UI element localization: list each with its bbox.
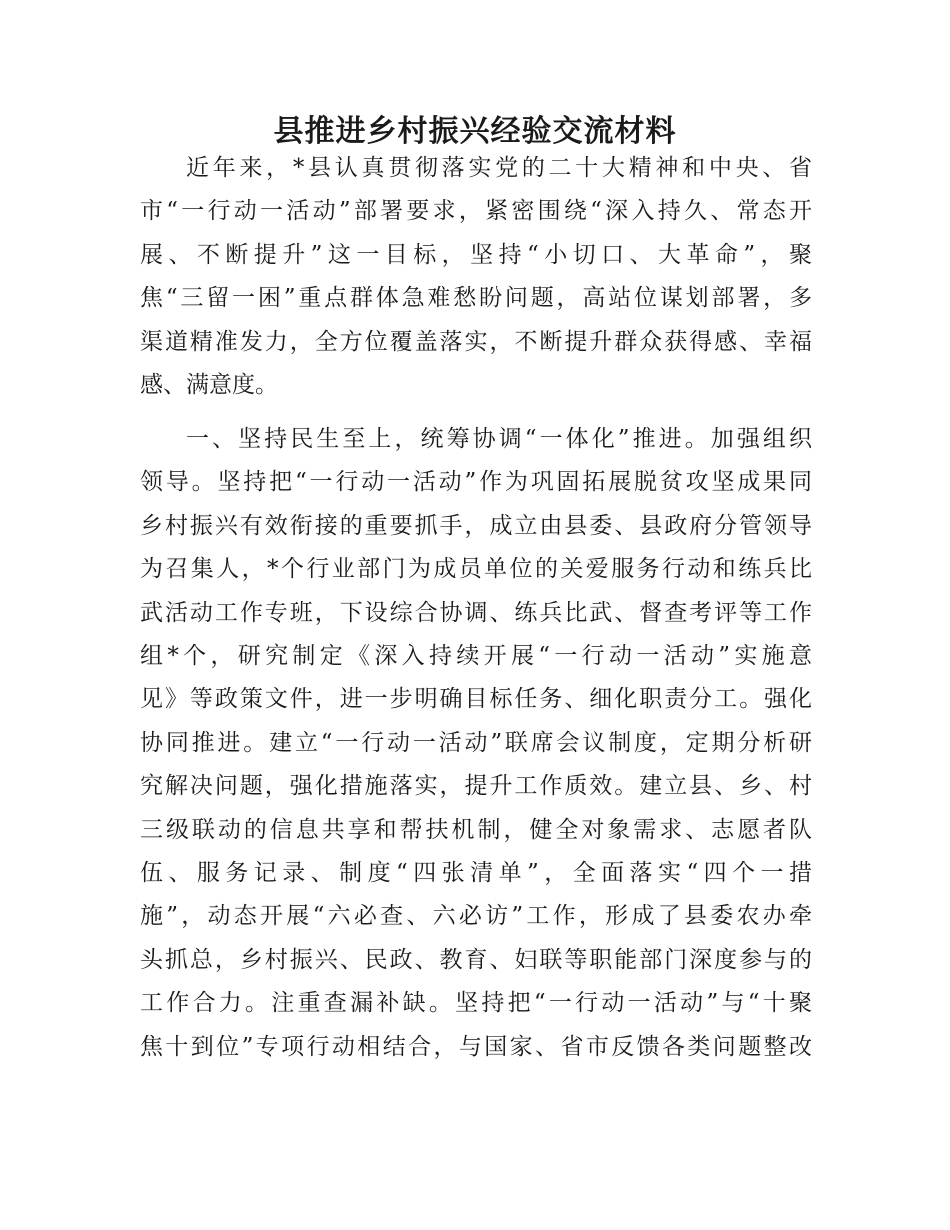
text-line: 感、满意度。 (140, 372, 278, 399)
text-line: 一、坚持民生至上，统筹协调“一体化”推进。加强组织 (186, 426, 812, 452)
text-line: 协同推进。建立“一行动一活动”联席会议制度，定期分析研 (140, 729, 812, 756)
document-title: 县推进乡村振兴经验交流材料 (273, 114, 677, 149)
text-line: 施”，动态开展“六必查、六必访”工作，形成了县委农办牵 (140, 903, 812, 930)
text-line: 头抓总，乡村振兴、民政、教育、妇联等职能部门深度参与的 (140, 946, 812, 973)
text-line: 三级联动的信息共享和帮扶机制，健全对象需求、志愿者队 (140, 816, 812, 843)
text-line: 组*个，研究制定《深入持续开展“一行动一活动”实施意 (140, 643, 812, 670)
text-line: 近年来，*县认真贯彻落实党的二十大精神和中央、省 (186, 155, 812, 181)
text-line: 见》等政策文件，进一步明确目标任务、细化职责分工。强化 (140, 686, 812, 713)
text-line: 领导。坚持把“一行动一活动”作为巩固拓展脱贫攻坚成果同 (140, 469, 812, 496)
text-line: 焦“三留一困”重点群体急难愁盼问题，高站位谋划部署，多 (140, 285, 812, 312)
paragraph-intro (140, 147, 812, 407)
text-line: 市“一行动一活动”部署要求，紧密围绕“深入持久、常态开 (140, 198, 812, 225)
text-line: 工作合力。注重查漏补缺。坚持把“一行动一活动”与“十聚 (140, 990, 812, 1017)
text-line: 武活动工作专班，下设综合协调、练兵比武、督查考评等工作 (140, 599, 812, 626)
text-line: 乡村振兴有效衔接的重要抓手，成立由县委、县政府分管领导 (140, 512, 812, 539)
text-line: 伍、服务记录、制度“四张清单”，全面落实“四个一措 (140, 860, 812, 887)
text-line: 究解决问题，强化措施落实，提升工作质效。建立县、乡、村 (140, 773, 812, 800)
text-line: 为召集人，*个行业部门为成员单位的关爱服务行动和练兵比 (140, 556, 812, 583)
text-line: 渠道精准发力，全方位覆盖落实，不断提升群众获得感、幸福 (140, 328, 812, 355)
text-line: 焦十到位”专项行动相结合，与国家、省市反馈各类问题整改 (140, 1033, 812, 1060)
paragraph-section-one (140, 418, 812, 1069)
text-line: 展、不断提升”这一目标，坚持“小切口、大革命”，聚 (140, 241, 812, 268)
